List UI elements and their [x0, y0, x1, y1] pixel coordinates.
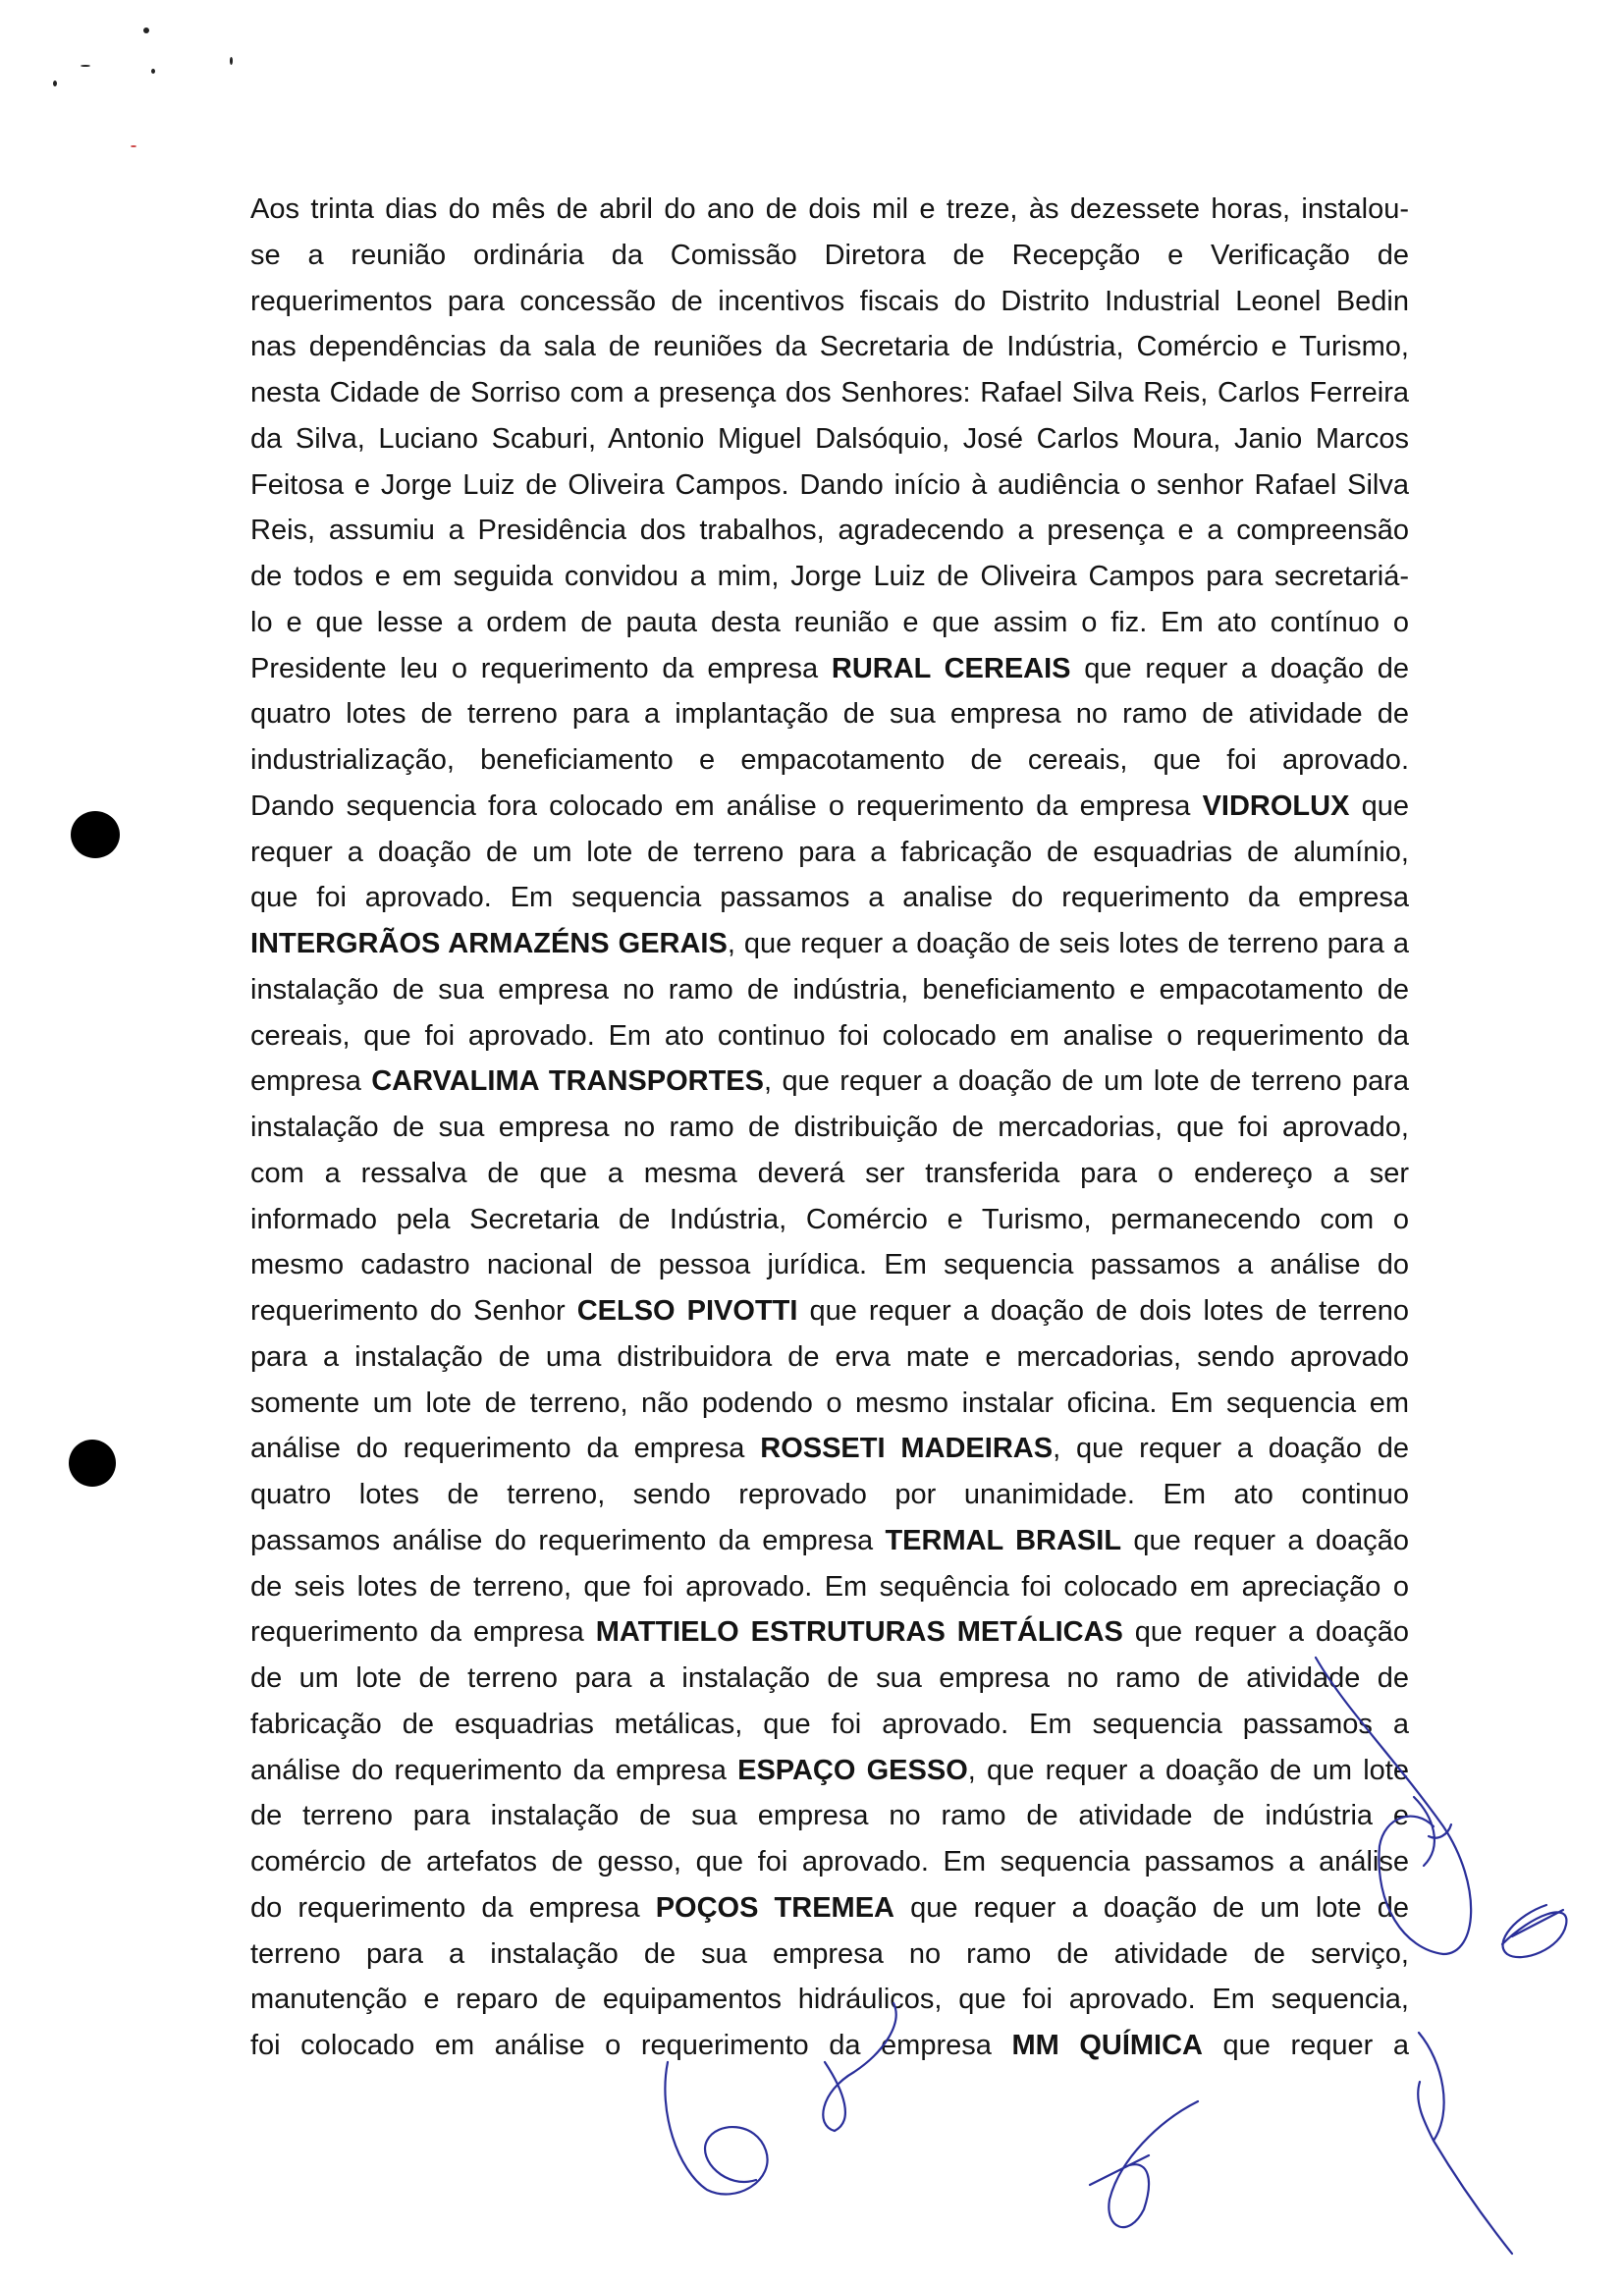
text-line — [250, 1656, 1409, 1702]
text-run: empresa — [250, 1065, 372, 1098]
text-run: industrialização, beneficiamento e empacotamento de cereais, que foi aprovado. — [250, 744, 1409, 776]
text-line — [250, 646, 1409, 692]
text-run: terreno para a instalação de sua empresa no ramo de atividade de serviço, — [250, 1937, 1409, 1970]
text-run: quatro lotes de terreno, sendo reprovado por unanimidade. Em ato continuo — [250, 1479, 1409, 1510]
text-line — [250, 1242, 1409, 1288]
scan-speck — [230, 57, 233, 65]
text-line — [250, 1839, 1409, 1885]
text-line — [250, 370, 1409, 416]
text-run: da Silva, Luciano Scaburi, Antonio Miguel Dalsóquio, José Carlos Moura, Janio Marcos — [250, 422, 1409, 455]
text-line — [250, 508, 1409, 554]
text-line — [250, 1381, 1409, 1427]
text-run: que requer a doação de dois lotes de terreno — [797, 1295, 1409, 1327]
text-run: instalação de sua empresa no ramo de indústria, beneficiamento e empacotamento de — [250, 973, 1409, 1006]
punch-hole — [71, 811, 120, 858]
signature-bottom-left — [665, 2062, 767, 2194]
text-run: com a ressalva de que a mesma deverá ser transferida para o endereço a ser — [250, 1157, 1409, 1189]
text-run: que requer a doação de — [1070, 652, 1409, 684]
text-run: nesta Cidade de Sorriso com a presença dos Senhores: Rafael Silva Reis, Carlos Ferreira — [250, 377, 1409, 408]
scan-speck — [131, 145, 136, 147]
text-run: que requer a doação — [1122, 1616, 1409, 1649]
text-line — [250, 1334, 1409, 1381]
text-line — [250, 233, 1409, 279]
company-name: RURAL CEREAIS — [831, 652, 1071, 684]
text-run: somente um lote de terreno, não podendo o mesmo instalar oficina. Em sequencia em — [250, 1387, 1409, 1419]
text-run: mesmo cadastro nacional de pessoa jurídica. Em sequencia passamos a análise do — [250, 1249, 1409, 1281]
text-run: que foi aprovado. Em sequencia passamos a analise do requerimento da empresa — [250, 882, 1409, 914]
text-line — [250, 1059, 1409, 1105]
text-run: Feitosa e Jorge Luiz de Oliveira Campos. Dando início à audiência o senhor Rafael Silva — [250, 468, 1409, 501]
text-line — [250, 416, 1409, 463]
text-line — [250, 1105, 1409, 1151]
text-run: de um lote de terreno para a instalação de sua empresa no ramo de atividade de — [250, 1662, 1409, 1694]
text-line — [250, 691, 1409, 737]
text-line — [250, 2023, 1409, 2069]
rubric-margin — [1502, 1905, 1566, 1957]
text-run: Presidente leu o requerimento da empresa — [250, 652, 832, 684]
text-run: de todos e em seguida convidou a mim, Jorge Luiz de Oliveira Campos para secretariá- — [250, 561, 1409, 592]
text-line — [250, 921, 1409, 967]
scan-speck — [81, 65, 90, 67]
text-run: de terreno para instalação de sua empresa no ramo de atividade de indústria e — [250, 1800, 1409, 1832]
company-name: POÇOS TREMEA — [655, 1891, 894, 1924]
scan-speck — [151, 69, 155, 74]
company-name: CARVALIMA TRANSPORTES — [371, 1065, 764, 1098]
text-run: do requerimento da empresa — [250, 1891, 656, 1924]
punch-hole — [69, 1440, 116, 1487]
text-run: que requer a — [1202, 2030, 1409, 2061]
text-run: de seis lotes de terreno, que foi aprovado. Em sequência foi colocado em apreciação o — [250, 1570, 1409, 1603]
text-run: fabricação de esquadrias metálicas, que foi aprovado. Em sequencia passamos a — [250, 1708, 1409, 1740]
text-run: análise do requerimento da empresa — [250, 1754, 738, 1786]
text-line — [250, 1793, 1409, 1839]
text-run: cereais, que foi aprovado. Em ato continuo foi colocado em analise o requerimento da — [250, 1019, 1409, 1052]
text-run: , que requer a doação de seis lotes de terreno para a — [727, 928, 1409, 959]
text-run: Aos trinta dias do mês de abril do ano de dois mil e treze, às dezessete horas, instalou- — [250, 193, 1409, 225]
text-run: , que requer a doação de um lote de terreno para — [764, 1065, 1409, 1098]
text-run: que requer a doação — [1121, 1524, 1409, 1556]
text-line — [250, 187, 1409, 233]
text-line — [250, 875, 1409, 921]
scan-speck — [143, 27, 149, 33]
text-line — [250, 1472, 1409, 1518]
scan-speck — [53, 81, 57, 86]
text-run: que requer a doação de um lote de — [894, 1891, 1409, 1924]
text-run: requer a doação de um lote de terreno para a fabricação de esquadrias de alumínio, — [250, 836, 1409, 868]
text-line — [250, 1518, 1409, 1564]
text-run: manutenção e reparo de equipamentos hidráulicos, que foi aprovado. Em sequencia, — [250, 1984, 1409, 2016]
document-body — [250, 187, 1409, 2069]
text-line — [250, 1702, 1409, 1748]
company-name: VIDROLUX — [1202, 789, 1350, 822]
text-run: , que requer a doação de — [1053, 1433, 1409, 1465]
signature-right-margin-2 — [1414, 1797, 1451, 1866]
text-run: informado pela Secretaria de Indústria, Comércio e Turismo, permanecendo com o — [250, 1203, 1409, 1235]
text-line — [250, 324, 1409, 370]
text-line — [250, 1013, 1409, 1060]
text-run: nas dependências da sala de reuniões da Secretaria de Indústria, Comércio e Turismo, — [250, 331, 1409, 363]
text-run: requerimento da empresa — [250, 1616, 596, 1649]
text-line — [250, 1564, 1409, 1610]
text-line — [250, 600, 1409, 646]
signature-bottom-cursive — [1090, 2101, 1198, 2227]
text-run: análise do requerimento da empresa — [250, 1433, 761, 1465]
text-line — [250, 1748, 1409, 1794]
text-run: se a reunião ordinária da Comissão Diretora de Recepção e Verificação de — [250, 239, 1409, 271]
text-line — [250, 1288, 1409, 1334]
text-line — [250, 1426, 1409, 1472]
text-line — [250, 1197, 1409, 1243]
company-name: INTERGRÃOS ARMAZÉNS GERAIS — [250, 928, 728, 959]
text-line — [250, 1932, 1409, 1978]
text-line — [250, 1885, 1409, 1932]
text-line — [250, 1977, 1409, 2023]
company-name: MM QUÍMICA — [1011, 2030, 1203, 2061]
signature-bottom-right — [1418, 2033, 1512, 2254]
text-run: quatro lotes de terreno para a implantação de sua empresa no ramo de atividade de — [250, 698, 1409, 731]
text-run: requerimentos para concessão de incentivos fiscais do Distrito Industrial Leonel Bedin — [250, 285, 1409, 317]
company-name: CELSO PIVOTTI — [576, 1295, 798, 1327]
company-name: ROSSETI MADEIRAS — [760, 1433, 1054, 1465]
text-line — [250, 1609, 1409, 1656]
company-name: ESPAÇO GESSO — [737, 1754, 968, 1786]
text-run: comércio de artefatos de gesso, que foi aprovado. Em sequencia passamos a análise — [250, 1846, 1409, 1878]
text-run: Dando sequencia fora colocado em análise o requerimento da empresa — [250, 789, 1203, 822]
text-run: Reis, assumiu a Presidência dos trabalhos, agradecendo a presença e a compreensão — [250, 515, 1409, 547]
text-line — [250, 554, 1409, 600]
text-line — [250, 463, 1409, 509]
company-name: TERMAL BRASIL — [885, 1524, 1122, 1556]
text-run: para a instalação de uma distribuidora de erva mate e mercadorias, sendo aprovado — [250, 1340, 1409, 1373]
text-run: requerimento do Senhor — [250, 1295, 577, 1327]
text-line — [250, 967, 1409, 1013]
text-line — [250, 830, 1409, 876]
text-run: passamos análise do requerimento da empresa — [250, 1524, 886, 1556]
text-line — [250, 784, 1409, 830]
text-run: lo e que lesse a ordem de pauta desta reunião e que assim o fiz. Em ato contínuo o — [250, 606, 1409, 638]
text-run: , que requer a doação de um lote — [967, 1754, 1409, 1786]
text-run: foi colocado em análise o requerimento da empresa — [250, 2030, 1012, 2061]
text-line — [250, 279, 1409, 325]
text-run: instalação de sua empresa no ramo de distribuição de mercadorias, que foi aprovado, — [250, 1112, 1409, 1143]
text-run: que — [1349, 789, 1409, 822]
text-line — [250, 1151, 1409, 1197]
text-line — [250, 737, 1409, 784]
company-name: MATTIELO ESTRUTURAS METÁLICAS — [595, 1616, 1123, 1649]
